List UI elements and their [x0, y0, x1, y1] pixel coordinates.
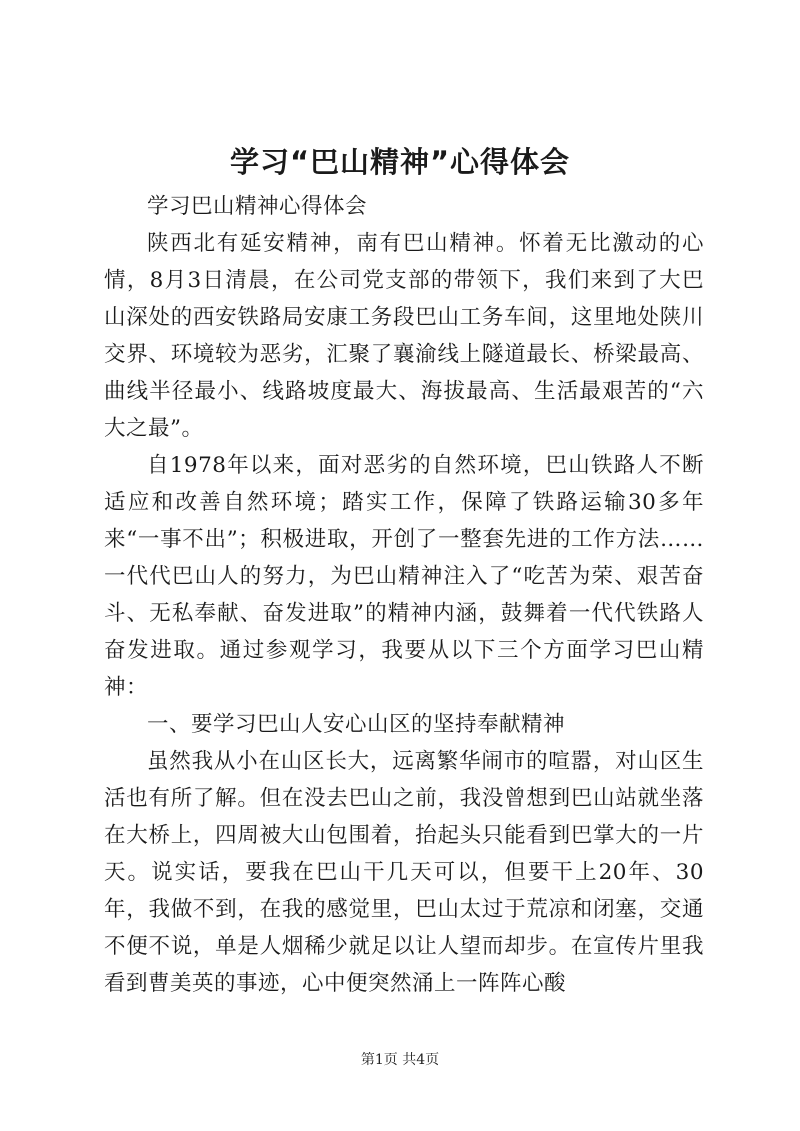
document-body: [104, 188, 704, 1002]
body-paragraph: 学习巴山精神心得体会: [147, 194, 368, 219]
body-paragraph: 虽然我从小在山区长大，远离繁华闹市的喧嚣，对山区生活也有所了解。但在没去巴山之前，我没曾想到巴山站就坐落在大桥上，四周被大山包围着，抬起头只能看到巴掌大的一片天。说实话，要我在巴山干几天可以，但要干上20年、30年，我做不到，在我的感觉里，巴山太过于荒凉和闭塞，交通不便不说，单是人烟稀少就足以让人望而却步。在宣传片里我看到曹美英的事迹，心中便突然涌上一阵阵心酸: [104, 749, 704, 996]
page-footer: 第1页 共4页: [360, 1052, 440, 1068]
body-paragraph: 陕西北有延安精神，南有巴山精神。怀着无比激动的心情，8月3日清晨，在公司党支部的带领下，我们来到了大巴山深处的西安铁路局安康工务段巴山工务车间，这里地处陕川交界、环境较为恶劣，汇聚了襄渝线上隧道最长、桥梁最高、曲线半径最小、线路坡度最大、海拔最高、生活最艰苦的“六大之最”。: [104, 231, 704, 441]
section-heading: 一、要学习巴山人安心山区的坚持奉献精神: [147, 712, 566, 737]
body-paragraph: 自1978年以来，面对恶劣的自然环境，巴山铁路人不断适应和改善自然环境；踏实工作，保障了铁路运输30多年来“一事不出”；积极进取，开创了一整套先进的工作方法……一代代巴山人的努力，为巴山精神注入了“吃苦为荣、艰苦奋斗、无私奉献、奋发进取”的精神内涵，鼓舞着一代代铁路人奋发进取。通过参观学习，我要从以下三个方面学习巴山精神：: [104, 453, 704, 700]
document-title: 学习“巴山精神”心得体会: [229, 145, 571, 179]
